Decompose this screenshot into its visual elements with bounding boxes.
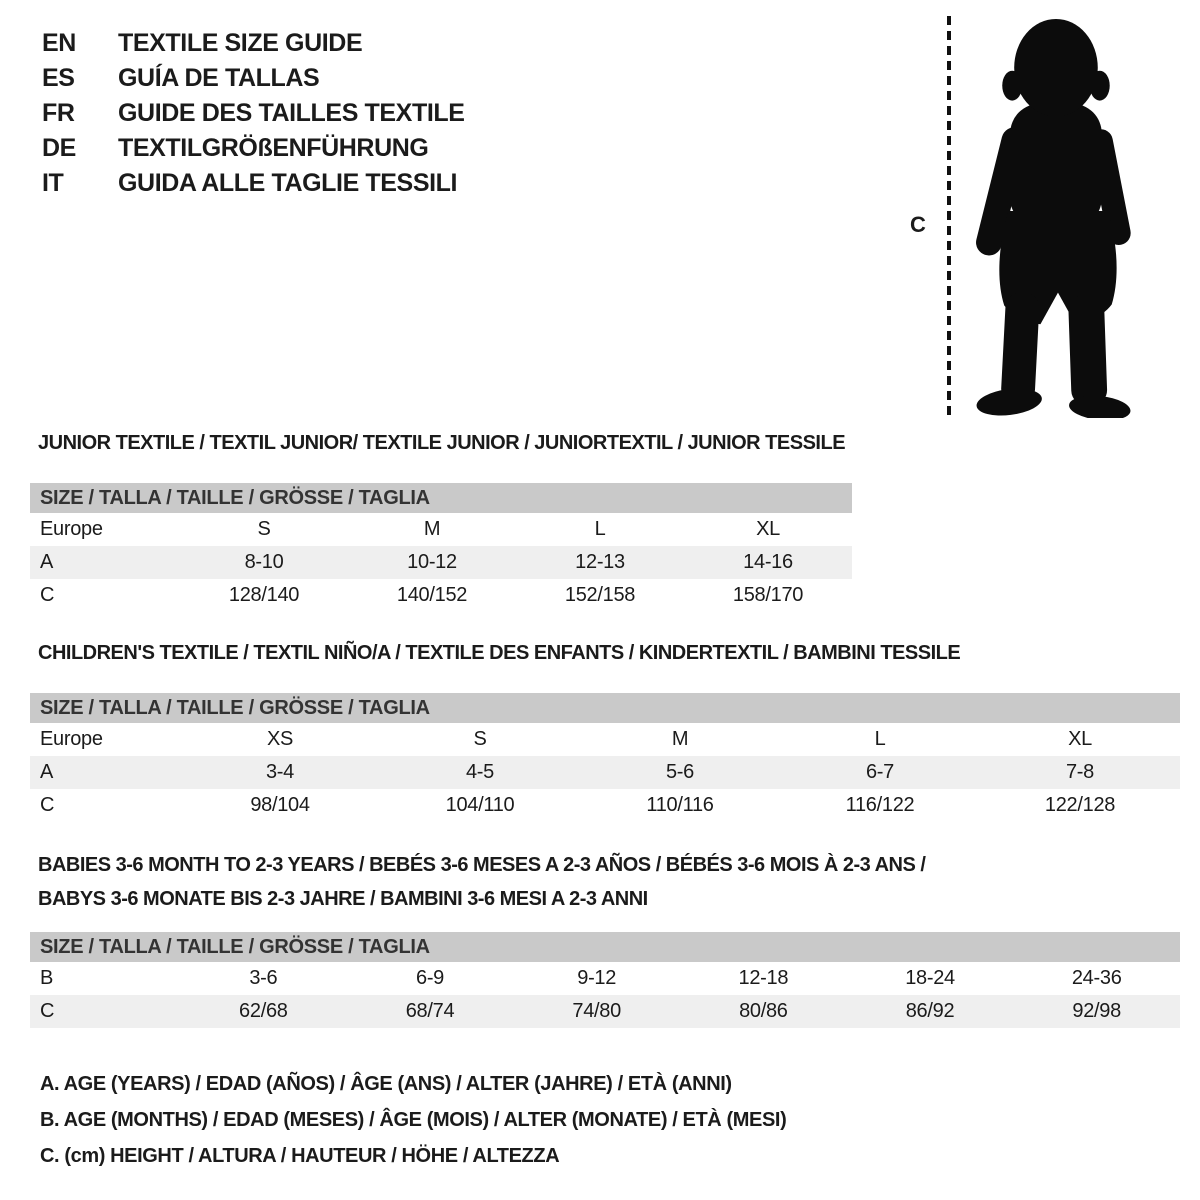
size-header-bar: SIZE / TALLA / TAILLE / GRÖSSE / TAGLIA <box>30 932 1180 962</box>
section-childrens-textile <box>30 640 1180 822</box>
language-title: TEXTILGRÖßENFÜHRUNG <box>118 134 429 162</box>
language-code: FR <box>42 99 75 127</box>
language-row-it <box>42 166 465 201</box>
table-row <box>30 995 1180 1028</box>
section-junior-textile <box>30 430 852 612</box>
value-cell: XS <box>266 728 294 750</box>
children-size-table <box>30 693 1180 822</box>
value-cell: 80/86 <box>739 1000 788 1022</box>
value-cell: XL <box>756 518 780 540</box>
language-code: EN <box>42 29 76 57</box>
language-title: GUIDA ALLE TAGLIE TESSILI <box>118 169 458 197</box>
babies-size-table <box>30 932 1180 1028</box>
row-label-cell: A <box>40 551 54 573</box>
language-row-de <box>42 131 465 166</box>
table-row <box>30 723 1180 756</box>
language-title: GUÍA DE TALLAS <box>118 64 320 92</box>
value-cell: 24-36 <box>1071 967 1122 989</box>
row-label-cell: B <box>40 967 54 989</box>
value-cell: 7-8 <box>1065 761 1094 783</box>
value-cell: 92/98 <box>1072 1000 1121 1022</box>
toddler-silhouette-icon <box>962 12 1142 418</box>
value-cell: 18-24 <box>905 967 955 989</box>
value-cell: 122/128 <box>1044 794 1116 816</box>
language-code: ES <box>42 64 75 92</box>
value-cell: 5-6 <box>665 761 694 783</box>
legend-line-c: C. (cm) HEIGHT / ALTURA / HAUTEUR / HÖHE / ALTEZZA <box>40 1145 560 1167</box>
value-cell: 74/80 <box>572 1000 621 1022</box>
section-heading: JUNIOR TEXTILE / TEXTIL JUNIOR/ TEXTILE JUNIOR / JUNIORTEXTIL / JUNIOR TESSILE <box>38 432 846 454</box>
language-row-es <box>42 61 465 96</box>
language-code: DE <box>42 134 76 162</box>
value-cell: 110/116 <box>646 794 714 816</box>
value-cell: 12-18 <box>738 967 789 989</box>
row-label-cell: C <box>40 1000 55 1022</box>
value-cell: L <box>874 728 886 750</box>
language-row-en <box>42 26 465 61</box>
value-cell: 10-12 <box>407 551 457 573</box>
value-cell: 14-16 <box>743 551 793 573</box>
value-cell: 158/170 <box>732 584 804 606</box>
value-cell: S <box>473 728 487 750</box>
value-cell: 9-12 <box>577 967 617 989</box>
height-measure-line <box>947 16 951 418</box>
language-row-fr <box>42 96 465 131</box>
row-label-cell: C <box>40 584 55 606</box>
value-cell: 12-13 <box>575 551 625 573</box>
section-heading-line1: BABIES 3-6 MONTH TO 2-3 YEARS / BEBÉS 3-6 MESES A 2-3 AÑOS / BÉBÉS 3-6 MOIS À 2-3 ANS / <box>38 854 926 876</box>
height-measure-label: C <box>910 212 926 237</box>
section-heading-line2: BABYS 3-6 MONATE BIS 2-3 JAHRE / BAMBINI 3-6 MESI A 2-3 ANNI <box>38 888 648 910</box>
table-row <box>30 546 852 579</box>
value-cell: S <box>257 518 271 540</box>
legend-line-a: A. AGE (YEARS) / EDAD (AÑOS) / ÂGE (ANS) / ALTER (JAHRE) / ETÀ (ANNI) <box>40 1073 732 1095</box>
value-cell: 152/158 <box>564 584 636 606</box>
value-cell: L <box>594 518 606 540</box>
value-cell: 128/140 <box>228 584 300 606</box>
measurement-legend <box>40 1066 786 1174</box>
table-row <box>30 789 1180 822</box>
value-cell: 116/122 <box>845 794 915 816</box>
value-cell: 104/110 <box>445 794 515 816</box>
value-cell: XL <box>1068 728 1092 750</box>
value-cell: M <box>423 518 441 540</box>
value-cell: 68/74 <box>405 1000 455 1022</box>
language-title-list <box>42 26 465 201</box>
value-cell: 6-9 <box>416 967 445 989</box>
row-label-cell: C <box>40 794 55 816</box>
section-babies-textile <box>30 848 1180 1028</box>
table-row <box>30 513 852 546</box>
junior-size-table <box>30 483 852 612</box>
value-cell: 98/104 <box>250 794 310 816</box>
value-cell: 4-5 <box>465 761 494 783</box>
value-cell: 8-10 <box>244 551 284 573</box>
table-row <box>30 579 852 612</box>
legend-line-b: B. AGE (MONTHS) / EDAD (MESES) / ÂGE (MOIS) / ALTER (MONATE) / ETÀ (MESI) <box>40 1109 787 1131</box>
language-code: IT <box>42 169 64 197</box>
value-cell: 3-4 <box>265 761 294 783</box>
value-cell: 62/68 <box>239 1000 288 1022</box>
row-label-cell: Europe <box>40 518 103 540</box>
table-row <box>30 756 1180 789</box>
language-title: TEXTILE SIZE GUIDE <box>118 29 363 57</box>
section-heading: CHILDREN'S TEXTILE / TEXTIL NIÑO/A / TEXTILE DES ENFANTS / KINDERTEXTIL / BAMBINI TESSILE <box>38 642 961 664</box>
value-cell: M <box>671 728 689 750</box>
row-label-cell: Europe <box>40 728 103 750</box>
value-cell: 86/92 <box>905 1000 955 1022</box>
value-cell: 140/152 <box>396 584 468 606</box>
size-header-bar: SIZE / TALLA / TAILLE / GRÖSSE / TAGLIA <box>30 483 852 513</box>
table-row <box>30 962 1180 995</box>
size-header-bar: SIZE / TALLA / TAILLE / GRÖSSE / TAGLIA <box>30 693 1180 723</box>
row-label-cell: A <box>40 761 54 783</box>
value-cell: 3-6 <box>249 967 278 989</box>
value-cell: 6-7 <box>865 761 894 783</box>
language-title: GUIDE DES TAILLES TEXTILE <box>118 99 465 127</box>
